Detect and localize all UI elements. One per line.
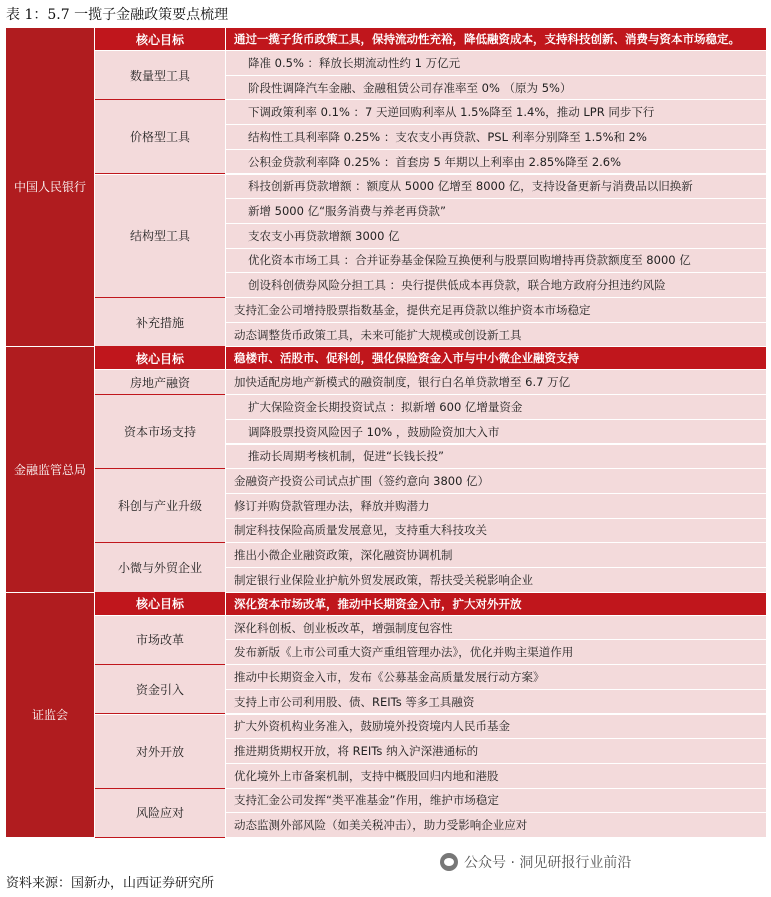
policy-item: 下调政策利率 0.1% ：7 天逆回购利率从 1.5%降至 1.4%，推动 LPR 同步下行 bbox=[226, 100, 766, 125]
policy-item: 金融资产投资公司试点扩围（签约意向 3800 亿） bbox=[226, 469, 766, 494]
category-cell: 资金引入 bbox=[95, 665, 225, 714]
policy-item: 制定科技保险高质量发展意见，支持重大科技攻关 bbox=[226, 519, 766, 544]
category-cell: 对外开放 bbox=[95, 715, 225, 789]
core-goal-text: 稳楼市、活股市、促科创，强化保险资金入市与中小微企业融资支持 bbox=[226, 347, 766, 369]
core-goal-label: 核心目标 bbox=[95, 593, 225, 615]
watermark bbox=[440, 852, 631, 872]
policy-item: 修订并购贷款管理办法，释放并购潜力 bbox=[226, 494, 766, 519]
policy-item: 支持汇金公司增持股票指数基金，提供充足再贷款以维护资本市场稳定 bbox=[226, 298, 766, 323]
policy-item: 扩大外资机构业务准入，鼓励境外投资境内人民币基金 bbox=[226, 715, 766, 740]
category-cell: 结构型工具 bbox=[95, 175, 225, 299]
policy-table bbox=[6, 28, 766, 838]
category-cell: 市场改革 bbox=[95, 616, 225, 665]
policy-item: 调降股票投资风险因子 10% ，鼓励险资加大入市 bbox=[226, 420, 766, 445]
source-note: 资料来源：国新办，山西证券研究所 bbox=[6, 876, 215, 891]
category-cell: 小微与外贸企业 bbox=[95, 543, 225, 592]
agency-cell: 中国人民银行 bbox=[6, 28, 94, 347]
policy-item: 推动长周期考核机制，促进“长钱长投” bbox=[226, 445, 766, 470]
category-cell: 数量型工具 bbox=[95, 51, 225, 100]
policy-item: 降准 0.5% ：释放长期流动性约 1 万亿元 bbox=[226, 51, 766, 76]
policy-item: 推出小微企业融资政策，深化融资协调机制 bbox=[226, 543, 766, 568]
agency-cell: 证监会 bbox=[6, 593, 94, 838]
policy-item: 优化资本市场工具 ：合并证券基金保险互换便利与股票回购增持再贷款额度至 8000 亿 bbox=[226, 249, 766, 274]
policy-item: 优化境外上市备案机制，支持中概股回归内地和港股 bbox=[226, 764, 766, 789]
policy-item: 阶段性调降汽车金融、金融租赁公司存准率至 0% （原为 5%） bbox=[226, 76, 766, 101]
core-goal-text: 通过一揽子货币政策工具，保持流动性充裕，降低融资成本，支持科技创新、消费与资本市场稳定。 bbox=[226, 28, 766, 50]
wechat-icon bbox=[440, 853, 458, 871]
core-goal-text: 深化资本市场改革，推动中长期资金入市，扩大对外开放 bbox=[226, 593, 766, 615]
policy-item: 创设科创债券风险分担工具 ：央行提供低成本再贷款，联合地方政府分担违约风险 bbox=[226, 273, 766, 298]
policy-item: 扩大保险资金长期投资试点 ：拟新增 600 亿增量资金 bbox=[226, 395, 766, 420]
category-cell: 补充措施 bbox=[95, 298, 225, 347]
category-cell: 房地产融资 bbox=[95, 370, 225, 395]
policy-item: 公积金贷款利率降 0.25% ：首套房 5 年期以上利率由 2.85%降至 2.6% bbox=[226, 150, 766, 175]
policy-item: 动态监测外部风险（如美关税冲击），助力受影响企业应对 bbox=[226, 813, 766, 838]
core-goal-label: 核心目标 bbox=[95, 347, 225, 369]
policy-item: 新增 5000 亿“服务消费与养老再贷款” bbox=[226, 199, 766, 224]
category-cell: 资本市场支持 bbox=[95, 395, 225, 469]
agency-cell: 金融监管总局 bbox=[6, 347, 94, 592]
policy-item: 推进期货期权开放，将 REITs 纳入沪深港通标的 bbox=[226, 739, 766, 764]
policy-item: 推动中长期资金入市，发布《公募基金高质量发展行动方案》 bbox=[226, 665, 766, 690]
policy-item: 支持汇金公司发挥“类平准基金”作用，维护市场稳定 bbox=[226, 789, 766, 814]
watermark-text: 公众号 · 洞见研报行业前沿 bbox=[464, 855, 632, 871]
category-cell: 风险应对 bbox=[95, 789, 225, 838]
policy-item: 深化科创板、创业板改革，增强制度包容性 bbox=[226, 616, 766, 641]
policy-item: 科技创新再贷款增额 ：额度从 5000 亿增至 8000 亿，支持设备更新与消费品以旧换新 bbox=[226, 175, 766, 200]
policy-item: 支农支小再贷款增额 3000 亿 bbox=[226, 224, 766, 249]
core-goal-label: 核心目标 bbox=[95, 28, 225, 50]
table-title: 表 1：5.7 一揽子金融政策要点梳理 bbox=[6, 7, 229, 23]
policy-item: 结构性工具利率降 0.25% ：支农支小再贷款、PSL 利率分别降至 1.5%和 2% bbox=[226, 125, 766, 150]
policy-item: 发布新版《上市公司重大资产重组管理办法》，优化并购主渠道作用 bbox=[226, 640, 766, 665]
category-cell: 价格型工具 bbox=[95, 100, 225, 174]
policy-item: 制定银行业保险业护航外贸发展政策，帮扶受关税影响企业 bbox=[226, 568, 766, 593]
policy-item: 动态调整货币政策工具，未来可能扩大规模或创设新工具 bbox=[226, 323, 766, 348]
policy-item: 支持上市公司利用股、债、REITs 等多工具融资 bbox=[226, 690, 766, 715]
category-cell: 科创与产业升级 bbox=[95, 469, 225, 543]
policy-item: 加快适配房地产新模式的融资制度，银行白名单贷款增至 6.7 万亿 bbox=[226, 370, 766, 395]
